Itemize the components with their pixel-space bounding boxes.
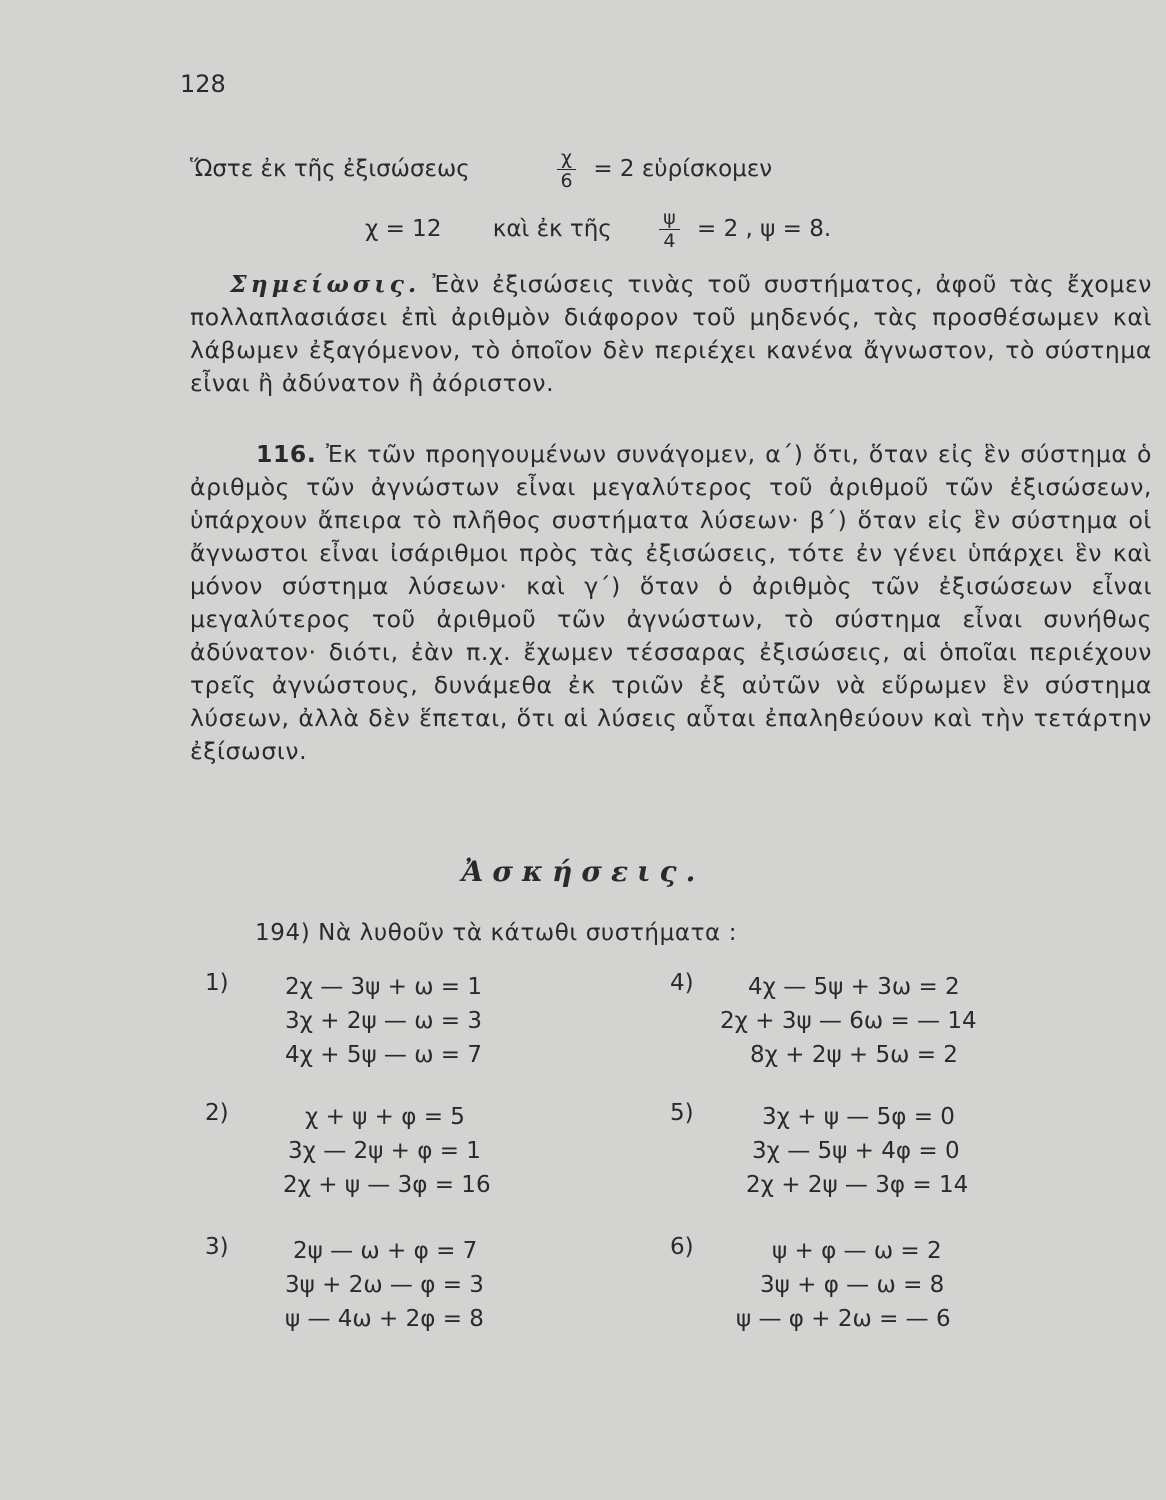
equation: ψ + φ — ω = 2 <box>772 1238 942 1264</box>
note-paragraph <box>190 268 1152 400</box>
exercises-heading: Ἀσκήσεις. <box>461 855 705 888</box>
equation: 2ψ — ω + φ = 7 <box>293 1238 478 1264</box>
equation: 2χ + 2ψ — 3φ = 14 <box>746 1172 969 1198</box>
equation: 3ψ + 2ω — φ = 3 <box>285 1272 484 1298</box>
intro-x-value: χ = 12 <box>365 216 442 242</box>
system-label: 4) <box>670 970 694 996</box>
equation: 2χ + ψ — 3φ = 16 <box>283 1172 491 1198</box>
equation: 3χ — 5ψ + 4φ = 0 <box>752 1138 960 1164</box>
equation: 3χ + ψ — 5φ = 0 <box>762 1104 955 1130</box>
section-116-text: Ἐκ τῶν προηγουμένων συνάγομεν, α΄) ὅτι, ὅταν εἰς ἓν σύστημα ὁ ἀριθμὸς τῶν ἀγνώστων εἶναι μεγαλύτερος τοῦ ἀριθμοῦ τῶν ἐξισώσεων, ὑπάρχουν ἄπειρα τὸ πλῆθος συστήματα λύσεων· β΄) ὅταν εἰς ἓν σύστημα οἱ ἄγνωστοι εἶναι ἰσάριθμοι πρὸς τὰς ἐξισώσεις, τότε ἐν γένει ὑπάρχει ἓν καὶ μόνον σύστημα λύσεων· καὶ γ΄) ὅταν ὁ ἀριθμὸς τῶν ἐξισώσεων εἶναι μεγαλύτερος τοῦ ἀριθμοῦ τῶν ἀγνώστων, τὸ σύστημα εἶναι συνήθως ἀδύνατον· διότι, ἐὰν π.χ. ἔχωμεν τέσσαρας ἐξισώσεις, αἱ ὁποῖαι περιέχουν τρεῖς ἀγνώστους, δυνάμεθα ἐκ τριῶν ἐξ αὐτῶν νὰ εὕρωμεν ἓν σύστημα λύσεων, ἀλλὰ δὲν ἕπεται, ὅτι αἱ λύσεις αὗται ἐπαληθεύουν καὶ τὴν τετάρτην ἐξίσωσιν. <box>190 440 1152 765</box>
section-116-paragraph <box>190 438 1152 768</box>
intro-text-2: καὶ ἐκ τῆς <box>492 216 612 242</box>
system-5 <box>670 1100 1090 1210</box>
system-4 <box>670 970 1090 1080</box>
exercise-instruction: 194) Νὰ λυθοῦν τὰ κάτωθι συστήματα : <box>255 920 738 946</box>
system-1 <box>205 970 545 1080</box>
equation: χ + ψ + φ = 5 <box>305 1104 465 1130</box>
system-label: 2) <box>205 1100 229 1126</box>
fraction-x-over-6: $\frac{\chi}{6}$ <box>557 148 576 191</box>
equation: 2χ + 3ψ — 6ω = — 14 <box>720 1008 977 1034</box>
equation: 4χ + 5ψ — ω = 7 <box>285 1042 483 1068</box>
equation: 8χ + 2ψ + 5ω = 2 <box>750 1042 958 1068</box>
system-label: 5) <box>670 1100 694 1126</box>
equation: ψ — 4ω + 2φ = 8 <box>285 1306 484 1332</box>
note-title: Σημείωσις. <box>230 270 421 298</box>
system-3 <box>205 1234 545 1344</box>
intro-result-1: = 2 εὑρίσκομεν <box>593 156 773 182</box>
system-label: 1) <box>205 970 229 996</box>
system-label: 3) <box>205 1234 229 1260</box>
equation: 3ψ + φ — ω = 8 <box>760 1272 945 1298</box>
equation: ψ — φ + 2ω = — 6 <box>736 1306 951 1332</box>
equation: 2χ — 3ψ + ω = 1 <box>285 974 483 1000</box>
note-text: Ἐὰν ἐξισώσεις τινὰς τοῦ συστήματος, ἀφοῦ τὰς ἔχομεν πολλαπλασιάσει ἐπὶ ἀριθμὸν διάφορον τοῦ μηδενός, τὰς προσθέσωμεν καὶ λάβωμεν ἐξαγόμενον, τὸ ὁποῖον δὲν περιέχει κανένα ἄγνωστον, τὸ σύστημα εἶναι ἢ ἀδύνατον ἢ ἀόριστον. <box>190 270 1152 397</box>
intro-line-2 <box>365 208 831 251</box>
fraction-psi-over-4: $\frac{\psi}{4}$ <box>659 208 680 251</box>
equation: 3χ — 2ψ + φ = 1 <box>288 1138 481 1164</box>
equation: 4χ — 5ψ + 3ω = 2 <box>748 974 960 1000</box>
system-6 <box>670 1234 1090 1344</box>
intro-result-2: = 2 , ψ = 8. <box>696 216 832 242</box>
page-number: 128 <box>180 70 226 98</box>
intro-line-1 <box>190 148 772 191</box>
intro-text-1: Ὥστε ἐκ τῆς ἐξισώσεως <box>190 156 470 182</box>
equation: 3χ + 2ψ — ω = 3 <box>285 1008 483 1034</box>
system-2 <box>205 1100 545 1210</box>
system-label: 6) <box>670 1234 694 1260</box>
section-number: 116. <box>256 440 317 468</box>
